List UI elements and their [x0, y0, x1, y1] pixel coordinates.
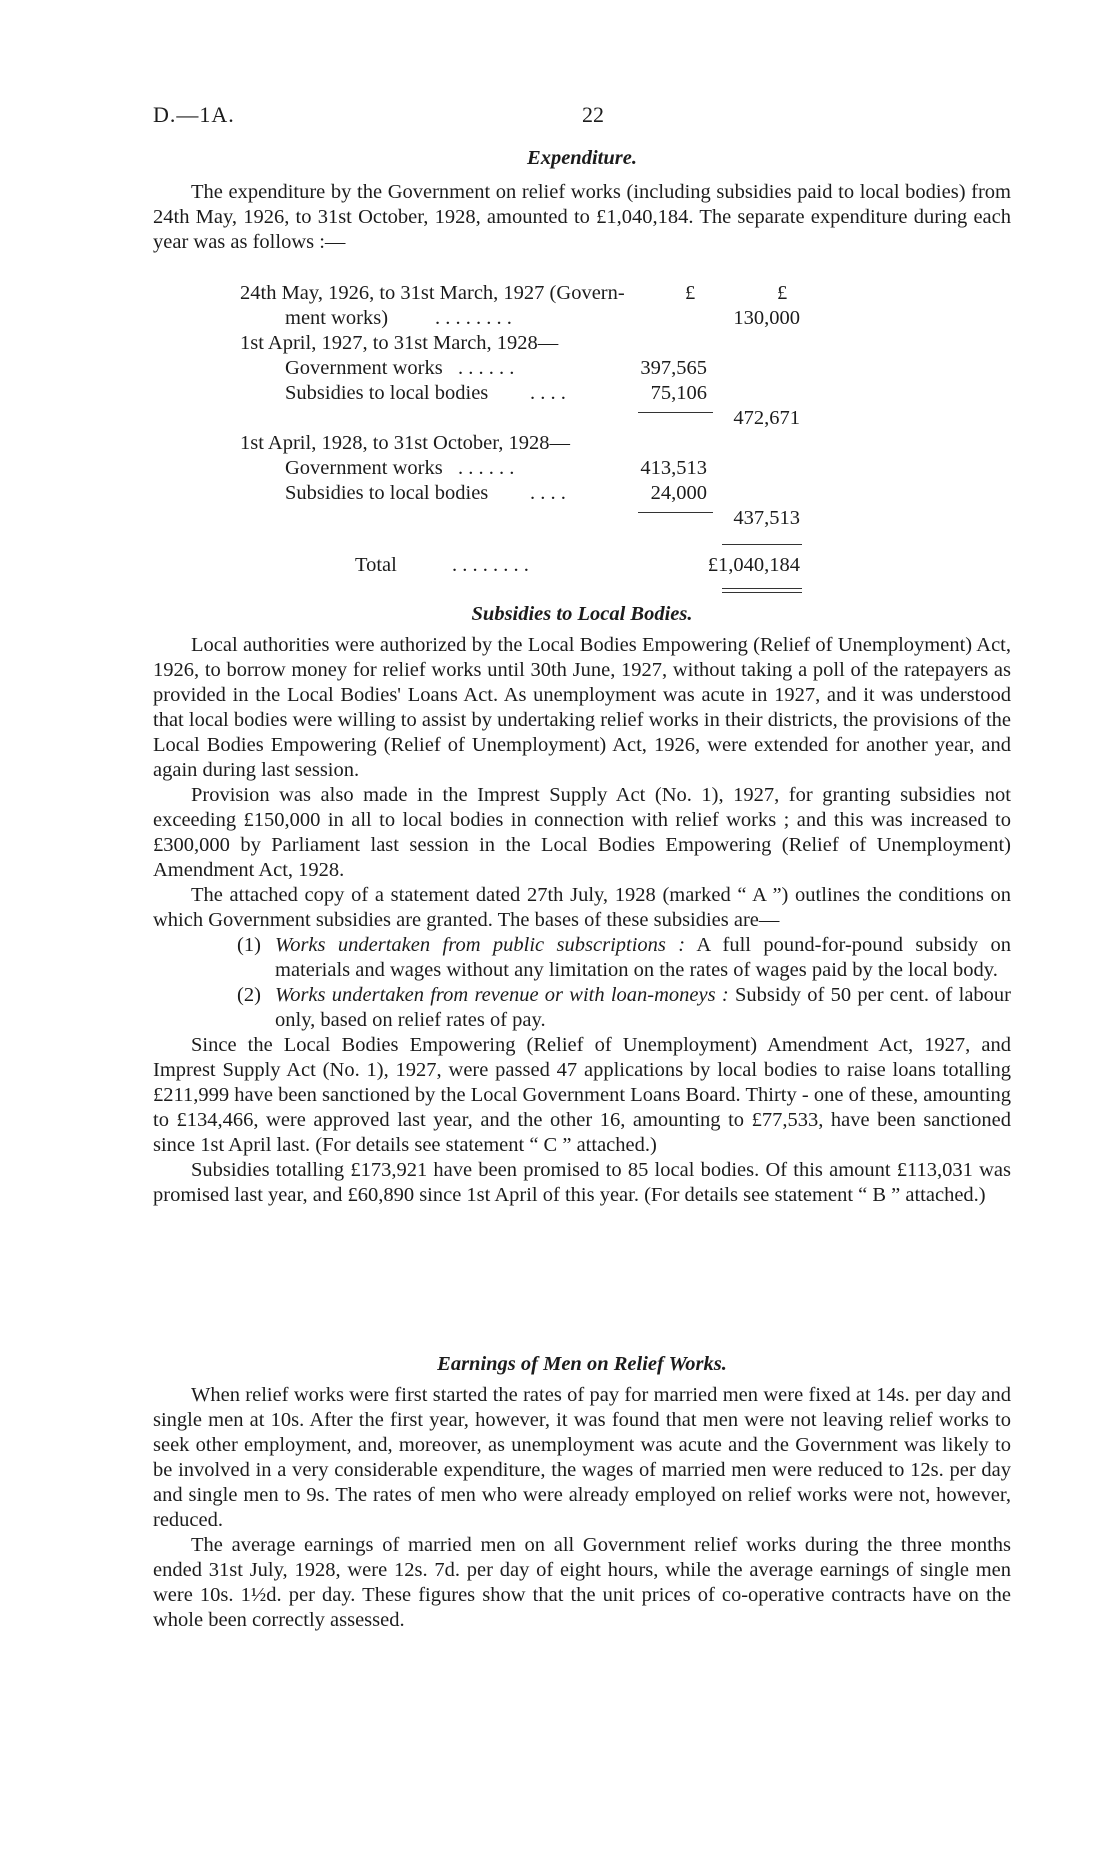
subsidies-heading: Subsidies to Local Bodies. [471, 603, 693, 625]
period2-total-row [240, 407, 940, 432]
period3-sub-row: Subsidies to local bodies . . . . 24,000 [285, 482, 707, 504]
period2-sub-row: Subsidies to local bodies . . . . 75,106 [285, 382, 707, 404]
document-reference: D.—1A. [153, 102, 235, 127]
period1-dots: . . . . . . . . [435, 307, 512, 329]
double-rule-top [722, 588, 802, 589]
earnings-heading: Earnings of Men on Relief Works. [437, 1353, 727, 1375]
currency-symbol-col1: £ [685, 282, 696, 304]
currency-symbol-col2: £ [777, 282, 788, 304]
total-row: Total . . . . . . . . £1,040,184 [355, 554, 800, 576]
document-page: D.—1A. 22 Expenditure. The expenditure by the Government on relief works (including subsidies paid to local bodies) from 24th May, 1926, to 31st October, 1928, amounted to £1,040,184. The separate expenditure during each year was as follows :— £ £ 24th May, 1926, to 31st March, 1927 (Govern- ment works) . . . . . . . . 130,000 1st April, 1927, to 31st March, 1928— Government works . . . . . . 397,565 Subsidies to local bodies . . . . 75,106 472,671 1st April, 1928, to 31st October, 1928— Government works . . . . . . 413,513 Subsidies to local bodies . . . . 24,000 437,513 Total . . . . . . . . £1,040,184 Subsidies to Local Bodies. Local authorities were authorized by the Local Bodies Empowering (Relief of Unemployment) Act, 1926, to borrow money for relief works until 30th June, 1927, without taking a poll of the ratepayers as provided in the Local Bodies' Loans Act. As unemployment was acute in 1927, and it was understood that local bodies were willing to assist by undertaking relief works in their districts, the provisions of the Local Bodies Empowering (Relief of Unemployment) Act, 1926, were extended for another year, and again during last session. Provision was also made in the Imprest Supply Act (No. 1), 1927, for granting subsidies not exceeding £150,000 in all to local bodies in connection with relief works ; and this was increased to £300,000 by Parliament last session in the Local Bodies Empowering (Relief of Unemployment) Amendment Act, 1928. The attached copy of a statement dated 27th July, 1928 (marked “ A ”) outlines the conditions on which Government subsidies are granted. The bases of these subsidies are— (1) Works undertaken from public subscriptions : A full pound-for-pound subsidy on materials and wages without any limitation on the rates of wages paid by the local body. (2) Works undertaken from revenue or with loan-moneys : Subsidy of 50 per cent. of labour only, based on relief rates of pay. Since the Local Bodies Empowering (Relief of Unemployment) Amendment Act, 1927, and Imprest Supply Act (No. 1), 1927, were passed 47 applications by local bodies to raise loans totalling £211,999 have been sanctioned by the Local Government Loans Board. Thirty - one of these, amounting to £134,466, were approved last year, and the other 16, amounting to £77,533, have been sanctioned since 1st April last. (For details see statement “ C ” attached.) Subsidies totalling £173,921 have been promised to 85 local bodies. Of this amount £113,031 was promised last year, and £60,890 since 1st April of this year. (For details see statement “ B ” attached.) Earnings of Men on Relief Works. When relief works were first started the rates of pay for married men were fixed at 14s. per day and single men at 10s. After the first year, however, it was found that men were not leaving relief works to seek other employment, and, moreover, as unemployment was acute and the Government was likely to be involved in a very considerable expenditure, the wages of married men were reduced to 12s. per day and single men to 9s. The rates of men who were already employed on relief works were not, however, reduced. The average earnings of married men on all Government relief works during the three months ended 31st July, 1928, were 12s. 7d. per day of eight hours, while the average earnings of single men were 10s. 1½d. per day. These figures show that the unit prices of co-operative contracts have on the whole been correctly assessed. [153, 102, 1011, 1631]
subsidies-para-2: Provision was also made in the Imprest Supply Act (No. 1), 1927, for granting subsidies not exceeding £150,000 in all to local bodies in connection with relief works ; and this was increased to £300,000 by Parliament last session in the Local Bodies Empowering (Relief of Unemployment) Amendment Act, 1928. [153, 784, 1011, 881]
total-label: Total [355, 554, 397, 576]
grand-total: £1,040,184 [707, 554, 800, 576]
period1-total: 130,000 [733, 307, 800, 329]
basis-item-1: (1) Works undertaken from public subscriptions : A full pound-for-pound subsidy on materials and wages without any limitation on the rates of wages paid by the local body. [237, 934, 1011, 981]
period3-total-row [240, 507, 940, 532]
period3-gov-value: 413,513 [640, 457, 707, 479]
expenditure-heading: Expenditure. [527, 147, 637, 169]
subsidies-para-4: Since the Local Bodies Empowering (Relief of Unemployment) Amendment Act, 1927, and Imprest Supply Act (No. 1), 1927, were passed 47 applications by local bodies to raise loans totalling £211,999 have been sanctioned by the Local Government Loans Board. Thirty - one of these, amounting to £134,466, were approved last year, and the other 16, amounting to £77,533, have been sanctioned since 1st April last. (For details see statement “ C ” attached.) [153, 1034, 1011, 1156]
period2-gov-value: 397,565 [640, 357, 707, 379]
period2-total: 472,671 [733, 407, 800, 429]
subsidies-para-5: Subsidies totalling £173,921 have been promised to 85 local bodies. Of this amount £113,031 was promised last year, and £60,890 since 1st April of this year. (For details see statement “ B ” attached.) [153, 1159, 1011, 1206]
period3-gov-row: Government works . . . . . . 413,513 [285, 457, 707, 479]
subsidies-body [153, 633, 1011, 1208]
double-rule-bottom [722, 592, 802, 593]
earnings-body [153, 1383, 1011, 1633]
earnings-para-2: The average earnings of married men on all Government relief works during the three months ended 31st July, 1928, were 12s. 7d. per day of eight hours, while the average earnings of single men were 10s. 1½d. per day. These figures show that the unit prices of co-operative contracts have on the whole been correctly assessed. [153, 1534, 1011, 1631]
subsidies-para-3: The attached copy of a statement dated 27th July, 1928 (marked “ A ”) outlines the conditions on which Government subsidies are granted. The bases of these subsidies are— [153, 884, 1011, 931]
subsidies-para-1: Local authorities were authorized by the Local Bodies Empowering (Relief of Unemployment) Act, 1926, to borrow money for relief works until 30th June, 1927, without taking a poll of the ratepayers as provided in the Local Bodies' Loans Act. As unemployment was acute in 1927, and it was understood that local bodies were willing to assist by undertaking relief works in their districts, the provisions of the Local Bodies Empowering (Relief of Unemployment) Act, 1926, were extended for another year, and again during last session. [153, 634, 1011, 781]
period2-gov-row: Government works . . . . . . 397,565 [285, 357, 707, 379]
total-rule [722, 544, 802, 545]
period2-sub-value: 75,106 [650, 382, 707, 404]
period3-sub-value: 24,000 [650, 482, 707, 504]
period3-total: 437,513 [733, 507, 800, 529]
page-number: 22 [582, 102, 604, 127]
basis-item-2: (2) Works undertaken from revenue or with loan-moneys : Subsidy of 50 per cent. of labour only, based on relief rates of pay. [237, 984, 1011, 1031]
expenditure-intro: The expenditure by the Government on relief works (including subsidies paid to local bodies) from 24th May, 1926, to 31st October, 1928, amounted to £1,040,184. The separate expenditure during each year was as follows :— [153, 181, 1011, 253]
expenditure-intro-block [153, 180, 1011, 255]
earnings-para-1: When relief works were first started the rates of pay for married men were fixed at 14s. per day and single men at 10s. After the first year, however, it was found that men were not leaving relief works to seek other employment, and, moreover, as unemployment was acute and the Government was likely to be involved in a very considerable expenditure, the wages of married men were reduced to 12s. per day and single men to 9s. The rates of men who were already employed on relief works were not, however, reduced. [153, 1384, 1011, 1531]
period1-line2: ment works) . . . . . . . . 130,000 [285, 307, 800, 329]
